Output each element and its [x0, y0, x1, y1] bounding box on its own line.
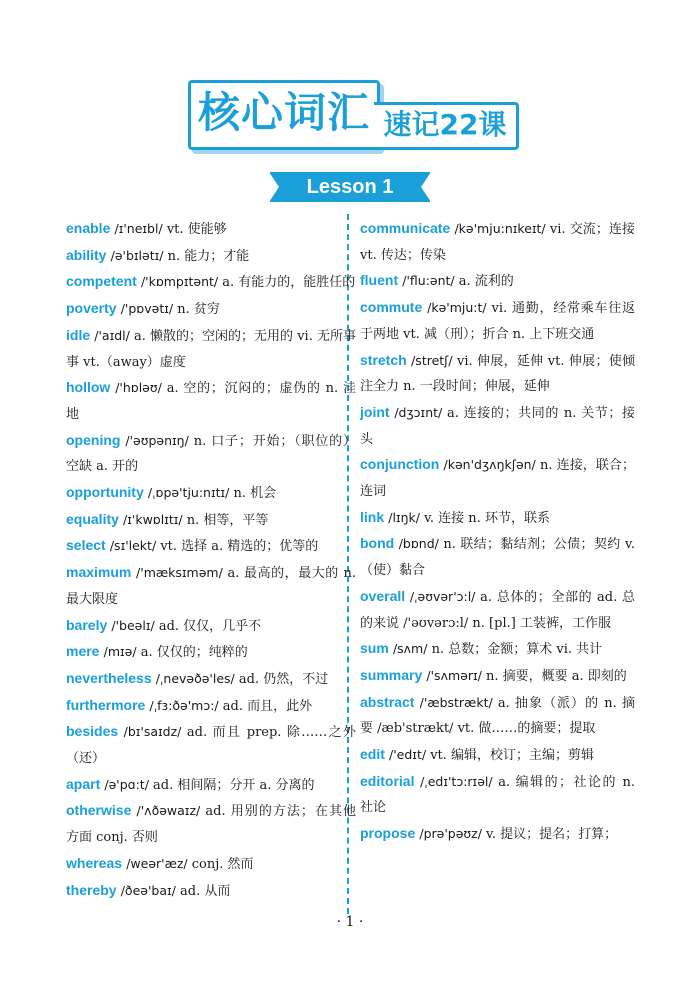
vocab-word: enable [66, 220, 111, 236]
vocab-phonetic: /sʌm/ [392, 641, 428, 657]
title-main-box [188, 80, 380, 150]
vocab-entry [66, 613, 356, 640]
vocab-word: joint [360, 403, 390, 420]
vocab-entry [66, 323, 356, 375]
vocab-definition: a. 连接的；共同的 n. 关节；接头 [360, 405, 635, 447]
vocab-entry [360, 769, 635, 821]
vocab-definition: ad. 而且，此外 [222, 698, 313, 714]
vocab-entry [66, 719, 356, 771]
left-column [66, 216, 356, 904]
vocab-phonetic: /ˌfɜ:ðə'mɔ:/ [149, 697, 219, 713]
vocab-definition: n. 连接，联合；连词 [360, 458, 635, 500]
vocab-entry [66, 296, 356, 323]
vocab-entry [66, 375, 356, 427]
title-main: 核心词汇 [197, 88, 370, 137]
vocab-definition: ad. 用别的方法；在其他方面 conj. 否则 [66, 804, 356, 846]
vocab-definition: a. 有能力的，能胜任的 [222, 275, 356, 291]
vocab-definition: n. 相等，平等 [186, 512, 269, 528]
vocab-word: editorial [360, 772, 415, 789]
vocab-word: select [66, 537, 106, 554]
vocab-word: stretch [360, 351, 407, 368]
vocab-phonetic: /ə'pɑ:t/ [104, 776, 149, 792]
vocab-definition: a. 空的；沉闷的；虚伪的 n. 洼地 [66, 381, 356, 422]
vocab-phonetic: /'ʌðəwaɪz/ [136, 803, 201, 819]
vocab-entry [66, 560, 356, 612]
vocab-phonetic: /'əʊpənɪŋ/ [125, 432, 189, 448]
vocab-phonetic: /ɪ'kwɒlɪtɪ/ [123, 511, 183, 527]
vocab-definition: vi. 通勤，经常乘车往返于两地 vt. 减（刑）；折合 n. 上下班交通 [360, 301, 635, 342]
vocab-entry [66, 507, 356, 534]
vocab-phonetic: /prə'pəʊz/ [419, 826, 482, 842]
vocab-definition: n. 总数；金额；算术 vi. 共计 [431, 642, 603, 658]
vocab-entry [66, 878, 356, 905]
vocab-phonetic: /ə'bɪlətɪ/ [110, 247, 164, 263]
badge-notch-right [421, 172, 431, 202]
vocab-definition: a. 流利的 [458, 274, 514, 290]
vocab-word: bond [360, 535, 395, 552]
vocab-word: poverty [66, 300, 117, 317]
vocab-definition: ad. 仅仅，几乎不 [158, 618, 262, 634]
vocab-word: whereas [66, 854, 123, 871]
vocab-word: opening [66, 431, 121, 448]
vocab-phonetic: /'kɒmpɪtənt/ [140, 274, 219, 290]
vocab-word: communicate [360, 220, 451, 236]
vocab-word: conjunction [360, 456, 440, 473]
vocab-word: competent [66, 273, 137, 290]
vocab-word: equality [66, 510, 119, 527]
vocab-definition: vt. 编辑，校订；主编；剪辑 [430, 748, 595, 764]
vocab-phonetic: /'flu:ənt/ [402, 273, 455, 289]
vocab-word: maximum [66, 564, 132, 581]
page-number: · 1 · [336, 914, 364, 930]
vocab-word: hollow [66, 379, 111, 396]
vocab-entry [66, 772, 356, 799]
vocab-entry [66, 243, 356, 270]
vocab-phonetic: /'edɪt/ [389, 747, 427, 763]
vocab-definition: n. 摘要，概要 a. 即刻的 [485, 668, 627, 684]
vocab-word: barely [66, 616, 108, 633]
vocab-phonetic: /kə'mju:t/ [427, 300, 487, 316]
vocab-word: propose [360, 825, 416, 842]
vocab-definition: ad. 而且 prep. 除……之外（还） [66, 725, 356, 767]
vocab-entry [360, 452, 635, 504]
vocab-phonetic: /weər'æz/ [126, 855, 188, 871]
vocab-definition: n. 口子；开始；（职位的）空缺 a. 开的 [66, 433, 356, 475]
vocab-definition: vt. 选择 a. 精选的；优等的 [160, 539, 319, 555]
vocab-phonetic: /kə'mju:nɪkeɪt/ [454, 221, 546, 236]
vocab-entry [66, 428, 356, 480]
vocab-definition: ad. 从而 [180, 883, 231, 899]
vocab-phonetic: /ɪ'neɪbl/ [114, 221, 163, 236]
lesson-badge [270, 172, 430, 202]
vocab-word: link [360, 508, 385, 525]
vocab-phonetic: /'mæksɪməm/ [136, 565, 223, 581]
vocab-entry [66, 851, 356, 878]
vocab-definition: a. 编辑的；社论的 n. 社论 [360, 774, 636, 816]
vocab-word: edit [360, 746, 385, 763]
vocab-definition: a. 抽象（派）的 n. 摘要 /æb'strækt/ vt. 做……的摘要；提取 [360, 695, 635, 737]
vocab-word: thereby [66, 881, 117, 898]
vocab-definition: n. 联结；黏结剂；公债；契约 v.（使）黏合 [360, 537, 635, 579]
vocab-definition: a. 总体的；全部的 ad. 总的来说 /'əʊvərɔ:l/ n. [pl.] 工装裤，工作服 [360, 589, 635, 631]
vocab-definition: ad. 相间隔；分开 a. 分离的 [153, 777, 315, 793]
vocab-word: fluent [360, 272, 399, 289]
vocab-definition: vi. 交流；连接 vt. 传达；传染 [360, 222, 635, 263]
vocab-word: furthermore [66, 696, 146, 713]
vocab-entry [66, 639, 356, 666]
vocab-phonetic: /sɪ'lekt/ [109, 538, 157, 554]
vocab-word: sum [360, 640, 389, 657]
vocab-entry [66, 666, 356, 693]
vocab-definition: conj. 然而 [191, 856, 254, 872]
vocab-entry [360, 295, 635, 347]
vocab-entry [66, 269, 356, 296]
vocab-phonetic: /'hɒləʊ/ [115, 380, 162, 396]
vocab-word: besides [66, 723, 119, 740]
vocab-word: opportunity [66, 484, 144, 501]
vocab-definition: v. 提议；提名；打算； [486, 827, 618, 843]
vocab-definition: a. 最高的，最大的 n. 最大限度 [66, 566, 357, 607]
vocab-entry [360, 400, 635, 452]
vocab-entry [360, 821, 635, 848]
vocab-word: commute [360, 299, 423, 316]
vocab-entry [66, 693, 356, 720]
vocab-entry [360, 531, 635, 583]
vocab-phonetic: /ˌnevəðə'les/ [155, 670, 235, 686]
vocab-entry [360, 690, 635, 742]
vocab-word: abstract [360, 693, 415, 710]
title-sub-box [374, 102, 519, 150]
vocab-entry [360, 584, 635, 636]
vocab-phonetic: /stretʃ/ [411, 352, 453, 368]
vocab-phonetic: /lɪŋk/ [388, 509, 420, 525]
vocab-definition: a. 懒散的；空闲的；无用的 vi. 无所事事 vt.（away）虚度 [66, 328, 356, 370]
vocab-phonetic: /'beəlɪ/ [111, 617, 155, 633]
header [0, 74, 700, 164]
vocab-entry [360, 505, 635, 532]
vocab-phonetic: /kən'dʒʌŋkʃən/ [443, 457, 536, 473]
vocab-definition: a. 仅仅的；纯粹的 [140, 645, 248, 661]
vocab-entry [360, 742, 635, 769]
vocab-phonetic: /'sʌmərɪ/ [426, 667, 482, 683]
vocab-entry [360, 636, 635, 663]
vocab-phonetic: /ˌəʊvər'ɔ:l/ [409, 588, 476, 604]
badge-notch-left [269, 172, 279, 202]
vocab-entry [360, 268, 635, 295]
vocab-entry [66, 798, 356, 850]
vocab-word: ability [66, 246, 107, 263]
vocab-phonetic: /'aɪdl/ [94, 327, 130, 343]
vocab-word: summary [360, 666, 423, 683]
vocab-phonetic: /mɪə/ [103, 644, 137, 660]
lesson-title: Lesson 1 [306, 176, 394, 198]
vocab-phonetic: /'pɒvətɪ/ [120, 301, 174, 317]
vocab-definition: n. 贫穷 [177, 302, 220, 318]
right-column [360, 216, 635, 848]
vocab-definition: n. 能力；才能 [167, 248, 250, 264]
vocab-phonetic: /ðeə'baɪ/ [120, 882, 176, 898]
vocab-definition: n. 机会 [233, 486, 277, 502]
vocab-word: overall [360, 587, 406, 604]
vocab-phonetic: /bɒnd/ [398, 536, 439, 552]
vocab-phonetic: /dʒɔɪnt/ [394, 404, 443, 420]
vocab-phonetic: /ˌedɪ'tɔ:rɪəl/ [420, 773, 493, 789]
vocab-definition: v. 连接 n. 环节，联系 [424, 510, 550, 526]
vocab-word: apart [66, 775, 101, 792]
vocab-definition: ad. 仍然，不过 [238, 671, 329, 687]
title-sub: 速记22课 [383, 108, 507, 141]
vocab-entry [66, 480, 356, 507]
vocab-word: nevertheless [66, 669, 152, 686]
vocab-definition: vt. 使能够 [166, 222, 227, 237]
vocab-phonetic: /bɪ'saɪdz/ [123, 724, 182, 740]
vocab-phonetic: /ˌɒpə'tju:nɪtɪ/ [147, 485, 230, 501]
vocab-entry [360, 216, 635, 268]
vocab-word: otherwise [66, 802, 132, 819]
vocab-entry [360, 348, 635, 400]
vocab-entry [360, 663, 635, 690]
vocab-word: mere [66, 643, 100, 660]
vocab-entry [66, 533, 356, 560]
vocab-phonetic: /'æbstrækt/ [419, 694, 493, 710]
vocab-entry [66, 216, 356, 243]
vocab-definition: vi. 伸展，延伸 vt. 伸展；使倾注全力 n. 一段时间；伸展，延伸 [360, 353, 635, 395]
vocab-word: idle [66, 326, 91, 343]
